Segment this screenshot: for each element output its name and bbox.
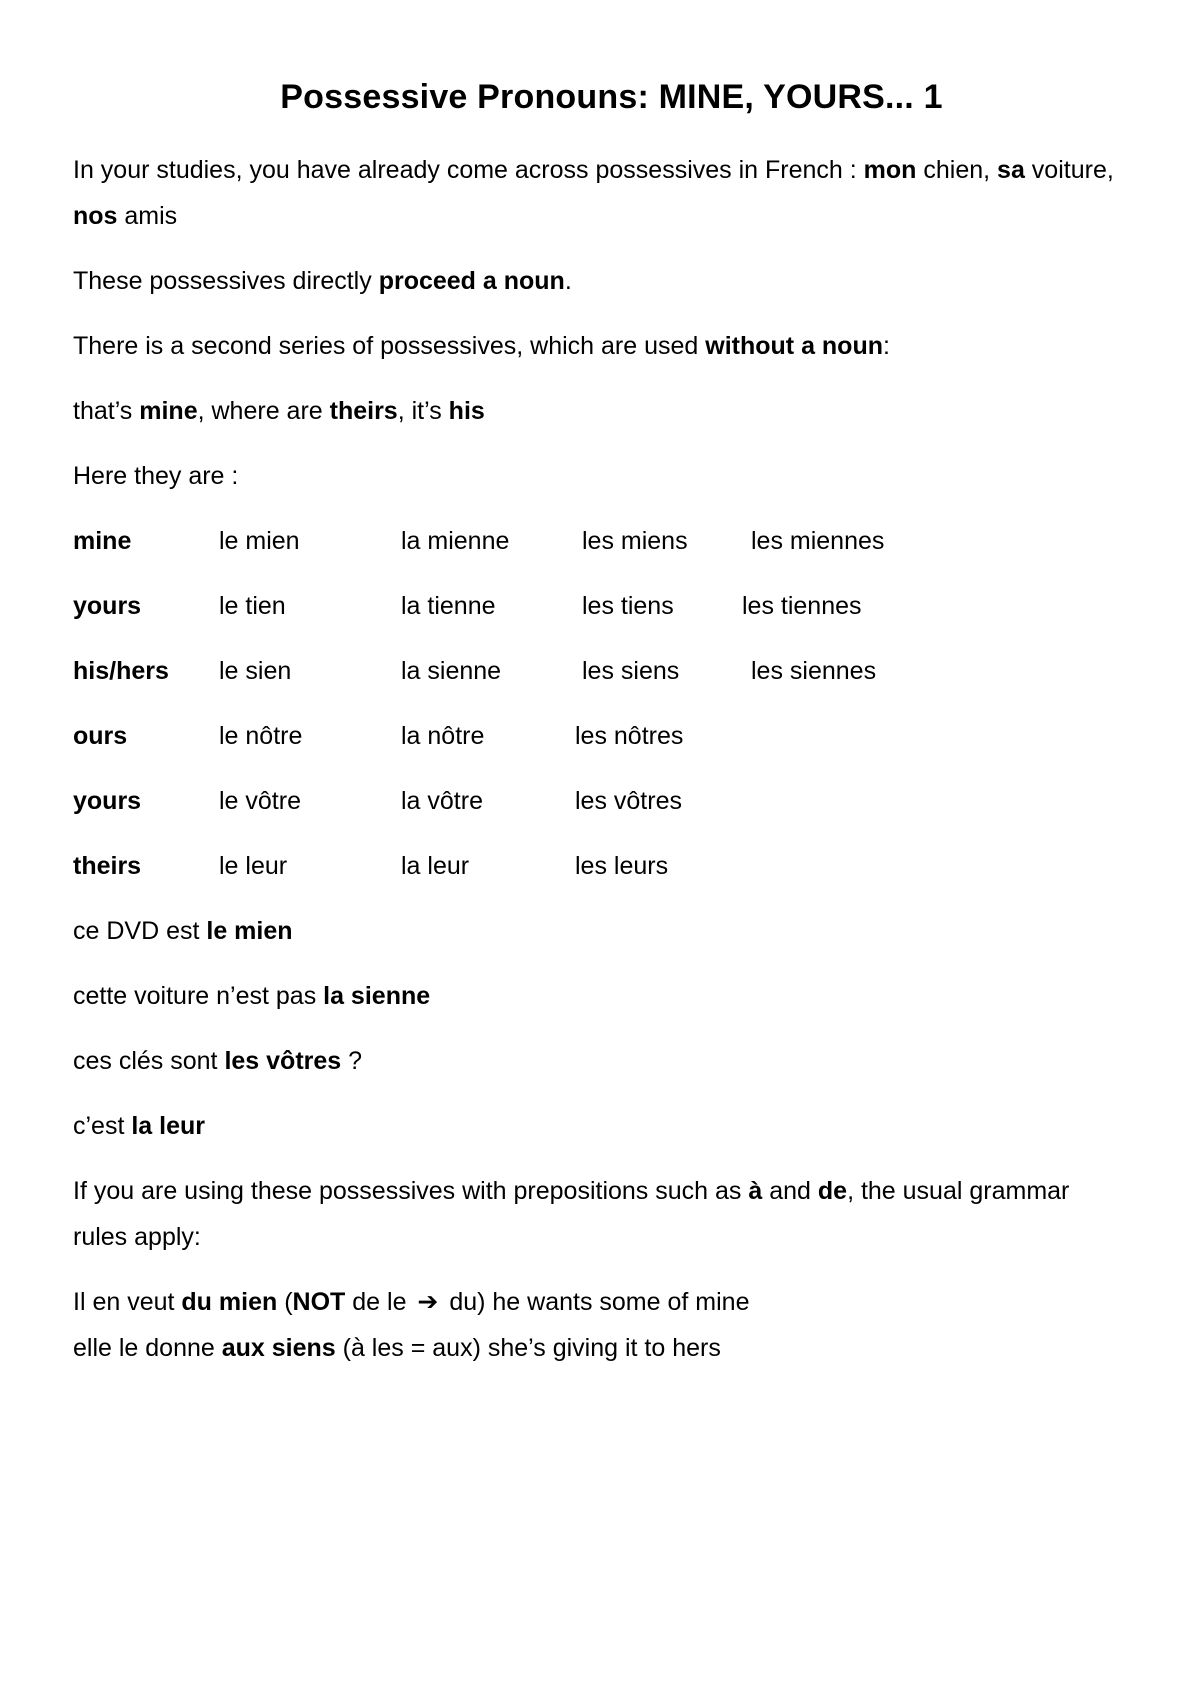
table-cell-plur: les leurs [575,852,669,880]
table-cell-fem-sing: la vôtre [401,787,483,815]
table-cell-fem-plur: les siennes [751,657,877,685]
prep-text-2: and [762,1177,818,1205]
sentence-text: cette voiture n’est pas [73,982,324,1010]
examples-text-3: , it’s [397,397,449,425]
table-cell-masc-sing: le tien [219,592,286,620]
final2-bold: aux siens [221,1334,336,1362]
table-cell-fem-sing: la sienne [401,657,502,685]
table-row [73,583,1160,629]
intro-nos: nos [73,202,118,230]
intro-sa: sa [997,156,1025,184]
final1-bold-1: du mien [181,1288,278,1316]
proceed-text-2: . [564,267,572,295]
final1-text-3: de le [345,1288,414,1316]
table-row [73,713,1160,759]
final1-text-2: ( [277,1288,293,1316]
examples-mine: mine [139,397,198,425]
final-example-1 [73,1279,1160,1325]
intro-text-3: voiture, [1024,156,1114,184]
prep-text-3: , the usual grammar rules apply: [73,1177,1070,1251]
table-row [73,843,1160,889]
examples-theirs: theirs [329,397,398,425]
table-cell-masc-sing: le vôtre [219,787,301,815]
table-cell-fem-sing: la nôtre [401,722,485,750]
proceed-text-1: These possessives directly [73,267,379,295]
french-example-sentence [73,1103,1160,1149]
table-cell-masc-plur: les tiens [582,592,674,620]
final1-text-1: Il en veut [73,1288,182,1316]
sentence-pronoun: la leur [131,1112,206,1140]
proceed-paragraph [73,258,1160,304]
table-cell-masc-plur: les siens [582,657,680,685]
examples-text-2: , where are [197,397,330,425]
page-title: Possessive Pronouns: MINE, YOURS... 1 [280,78,943,116]
sentence-text: c’est [73,1112,132,1140]
table-cell-english: theirs [73,852,142,880]
table-cell-english: his/hers [73,657,169,685]
table-row [73,648,1160,694]
intro-paragraph [73,147,1160,239]
table-cell-plur: les nôtres [575,722,684,750]
table-cell-english: yours [73,592,142,620]
table-cell-fem-sing: la tienne [401,592,496,620]
intro-text-4: amis [117,202,178,230]
arrow-right-icon: ➔ [417,1288,439,1316]
second-bold: without a noun [705,332,883,360]
table-cell-fem-sing: la mienne [401,527,510,555]
prep-text-1: If you are using these possessives with prepositions such as [73,1177,749,1205]
sentence-pronoun: les vôtres [224,1047,342,1075]
intro-mon: mon [863,156,917,184]
second-text-2: : [883,332,890,360]
sentence-text: ces clés sont [73,1047,225,1075]
intro-text-1: In your studies, you have already come across possessives in French : [73,156,864,184]
table-row [73,518,1160,564]
sentence-end: ? [341,1047,363,1075]
table-cell-plur: les vôtres [575,787,682,815]
sentence-pronoun: le mien [206,917,293,945]
final1-text-4: du) he wants some of mine [442,1288,750,1316]
proceed-bold: proceed a noun [378,267,565,295]
prep-de-bold: de [817,1177,848,1205]
sentence-text: ce DVD est [73,917,207,945]
table-cell-fem-plur: les miennes [751,527,885,555]
final-example-2 [73,1325,1160,1371]
french-example-sentence [73,908,1160,954]
table-cell-masc-plur: les miens [582,527,688,555]
french-example-sentence [73,973,1160,1019]
final1-not: NOT [292,1288,346,1316]
french-example-sentence [73,1038,1160,1084]
table-cell-masc-sing: le mien [219,527,300,555]
examples-his: his [448,397,485,425]
final2-text-2: (à les = aux) she’s giving it to hers [335,1334,721,1362]
second-series-paragraph [73,323,1160,369]
possessive-table [73,518,1160,889]
table-cell-fem-plur: les tiennes [742,592,862,620]
second-text-1: There is a second series of possessives, which are used [73,332,706,360]
final2-text-1: elle le donne [73,1334,222,1362]
prep-a-bold: à [748,1177,763,1205]
table-cell-masc-sing: le leur [219,852,288,880]
english-examples [73,388,1160,434]
table-cell-english: ours [73,722,128,750]
table-cell-masc-sing: le sien [219,657,292,685]
table-cell-masc-sing: le nôtre [219,722,303,750]
examples-text-1: that’s [73,397,140,425]
sentence-pronoun: la sienne [323,982,431,1010]
table-cell-fem-sing: la leur [401,852,470,880]
table-cell-english: mine [73,527,132,555]
intro-text-2: chien, [916,156,998,184]
here-they-are: Here they are : [73,462,239,490]
table-cell-english: yours [73,787,142,815]
table-row [73,778,1160,824]
prepositions-paragraph [73,1168,1123,1260]
